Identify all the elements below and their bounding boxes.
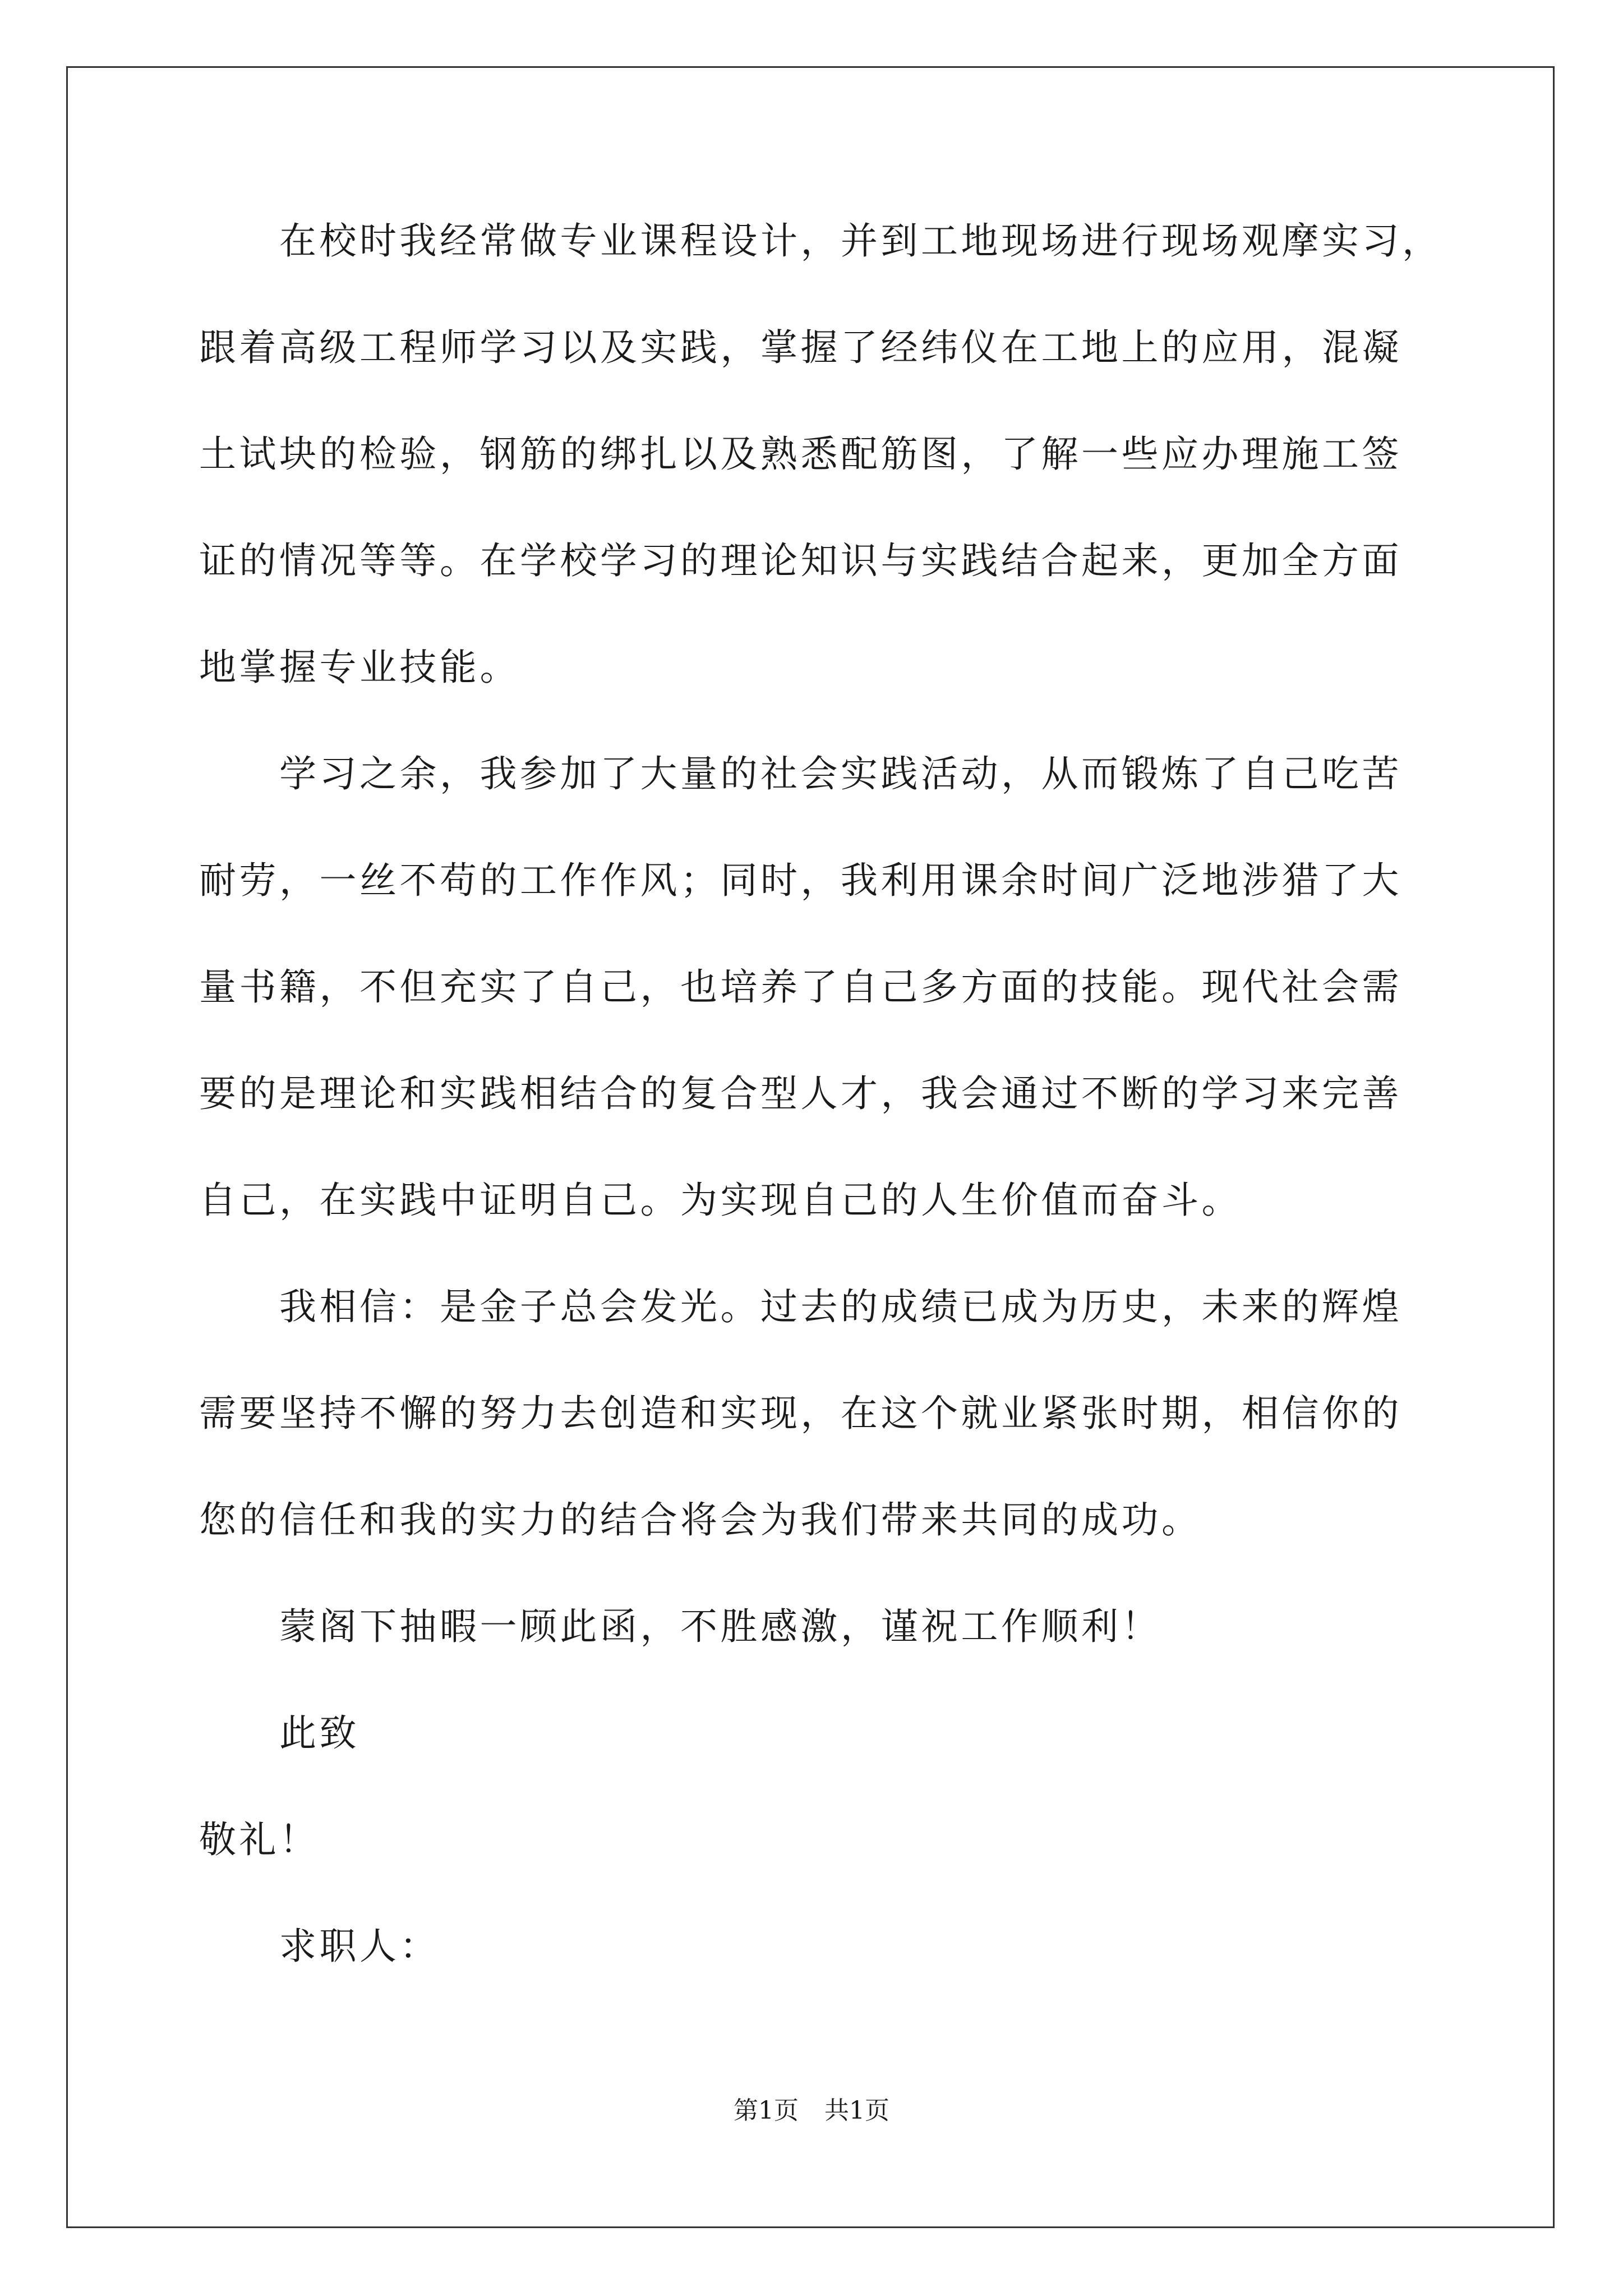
page-border: [66, 66, 1555, 2228]
paragraph-1-line-1: 在校时我经常做专业课程设计，并到工地现场进行现场观摩实习，: [279, 219, 1442, 263]
page-footer: [0, 2095, 1623, 2127]
paragraph-3-line-2: 需要坚持不懈的努力去创造和实现，在这个就业紧张时期，相信你的: [199, 1392, 1402, 1435]
paragraph-2-line-3: 量书籍，不但充实了自己，也培养了自己多方面的技能。现代社会需: [199, 965, 1402, 1009]
closing-text: 此致: [279, 1711, 359, 1755]
paragraph-4-line-1: 蒙阁下抽暇一顾此函，不胜感激，谨祝工作顺利！: [279, 1605, 1161, 1648]
paragraph-1-line-3: 土试块的检验，钢筋的绑扎以及熟悉配筋图，了解一些应办理施工签: [199, 432, 1402, 476]
paragraph-2-line-1: 学习之余，我参加了大量的社会实践活动，从而锻炼了自己吃苦: [279, 752, 1402, 795]
signature-label: 求职人：: [279, 1925, 440, 1968]
paragraph-3-line-3: 您的信任和我的实力的结合将会为我们带来共同的成功。: [199, 1498, 1202, 1542]
page-number: 第1页: [734, 2096, 799, 2125]
page-total: 共1页: [824, 2096, 889, 2125]
paragraph-1-line-5: 地掌握专业技能。: [199, 646, 520, 689]
paragraph-2-line-2: 耐劳，一丝不苟的工作作风；同时，我利用课余时间广泛地涉猎了大: [199, 859, 1402, 902]
paragraph-2-line-4: 要的是理论和实践相结合的复合型人才，我会通过不断的学习来完善: [199, 1072, 1402, 1115]
paragraph-2-line-5: 自己，在实践中证明自己。为实现自己的人生价值而奋斗。: [199, 1179, 1242, 1222]
paragraph-1-line-4: 证的情况等等。在学校学习的理论知识与实践结合起来，更加全方面: [199, 539, 1402, 582]
paragraph-3-line-1: 我相信：是金子总会发光。过去的成绩已成为历史，未来的辉煌: [279, 1285, 1402, 1328]
salutation-text: 敬礼！: [199, 1818, 320, 1861]
paragraph-1-line-2: 跟着高级工程师学习以及实践，掌握了经纬仪在工地上的应用，混凝: [199, 326, 1402, 369]
